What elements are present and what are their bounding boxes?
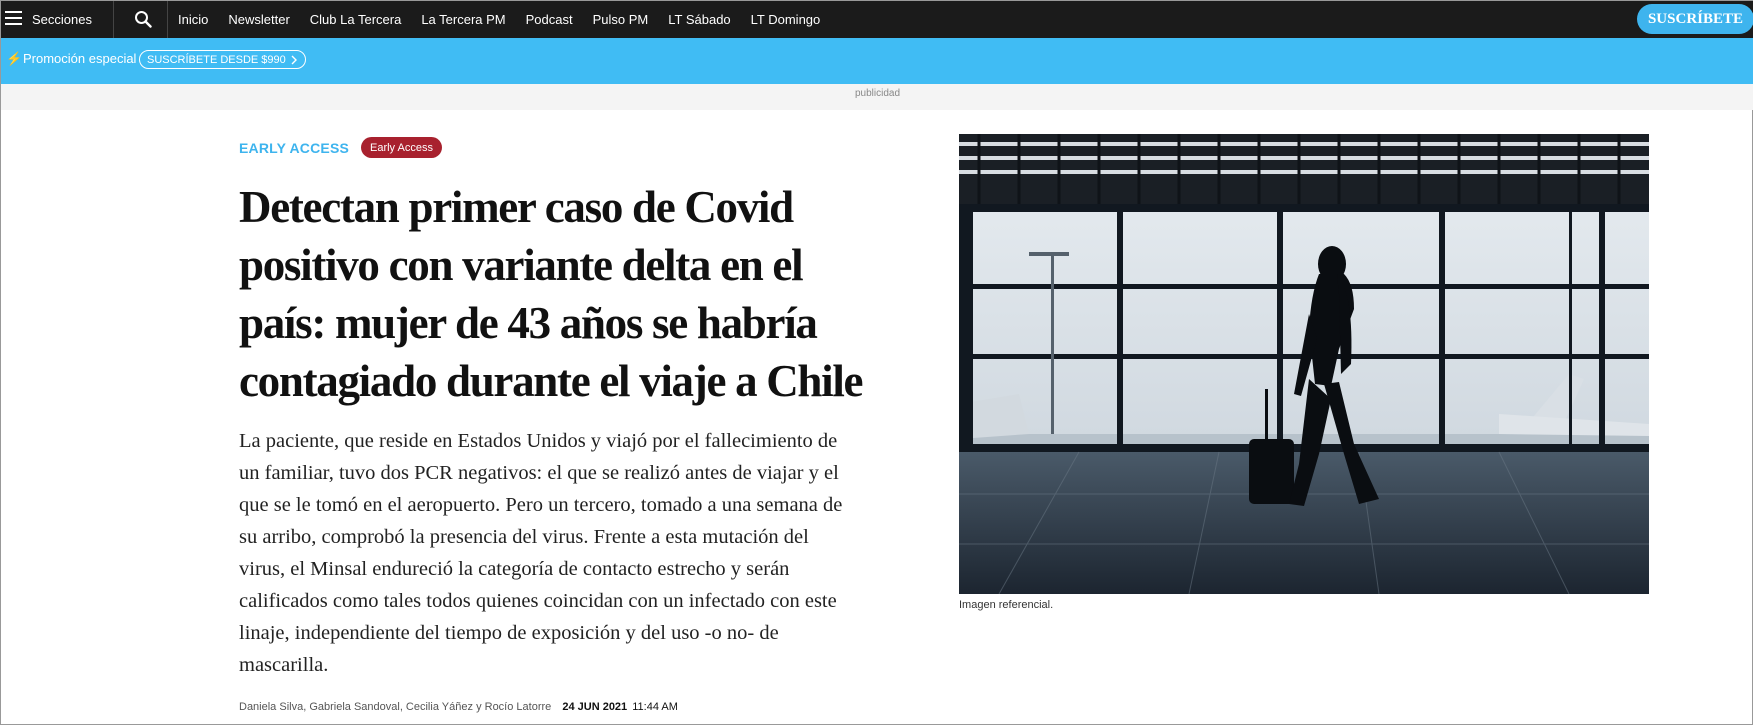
top-navigation — [1, 1, 1753, 38]
ad-label: publicidad — [854, 88, 901, 99]
sections-menu-button[interactable]: Secciones — [32, 12, 92, 27]
subscribe-button[interactable]: SUSCRÍBETE — [1637, 4, 1753, 34]
article-lede: La paciente, que reside en Estados Unidos y viajó por el fallecimiento de un familiar, tuvo dos PCR negativos: el que se realizó antes de viajar y el que se le tomó en el aeropuerto. Pero un tercero, tomado a una semana de su arribo, comprobó la presencia del virus. Frente a esta mutación del virus, el Minsal endureció la categoría de contacto estrecho y serán calificados como tales todos quienes coincidan con un infectado con este linaje, independiente del tiempo de exposición y del uso -o no- de mascarilla. — [239, 430, 843, 676]
byline-conjunction: y — [476, 701, 482, 713]
ad-strip — [1, 84, 1753, 110]
promo-subscribe-link[interactable] — [139, 50, 306, 69]
nav-link-inicio[interactable]: Inicio — [178, 12, 209, 27]
section-link[interactable]: EARLY ACCESS — [239, 140, 350, 156]
nav-link-lt-sabado[interactable]: LT Sábado — [668, 12, 731, 27]
search-icon[interactable] — [134, 10, 152, 28]
article-byline — [239, 701, 678, 713]
nav-link-la-tercera-pm[interactable]: La Tercera PM — [421, 12, 506, 27]
byline-authors[interactable]: Daniela Silva, Gabriela Sandoval, Cecilia Yáñez — [239, 701, 473, 713]
article-image[interactable] — [959, 134, 1649, 594]
nav-divider — [167, 1, 168, 38]
image-caption: Imagen referencial. — [959, 599, 1054, 611]
nav-link-club-la-tercera[interactable]: Club La Tercera — [309, 12, 402, 27]
lightning-icon: ⚡ — [6, 51, 23, 66]
article-headline: Detectan primer caso de Covid positivo con variante delta en el país: mujer de 43 años se habría contagiado durante el viaje a Chile — [239, 182, 863, 406]
chevron-right-icon — [290, 55, 298, 65]
nav-link-pulso-pm[interactable]: Pulso PM — [592, 12, 649, 27]
promo-label: Promoción especial — [23, 51, 137, 66]
nav-divider — [113, 1, 114, 38]
airport-silhouette-image — [959, 134, 1649, 594]
promo-bar — [1, 38, 1753, 84]
nav-link-newsletter[interactable]: Newsletter — [228, 12, 290, 27]
menu-icon[interactable] — [5, 11, 22, 27]
early-access-badge: Early Access — [361, 137, 442, 158]
publish-time: 11:44 AM — [632, 701, 678, 713]
publish-date: 24 JUN 2021 — [562, 701, 628, 713]
nav-link-lt-domingo[interactable]: LT Domingo — [750, 12, 821, 27]
byline-author-last[interactable]: Rocío Latorre — [484, 701, 552, 713]
nav-link-podcast[interactable]: Podcast — [525, 12, 573, 27]
promo-pill-label: SUSCRÍBETE DESDE $990 — [147, 53, 286, 66]
nav-links — [178, 1, 840, 38]
